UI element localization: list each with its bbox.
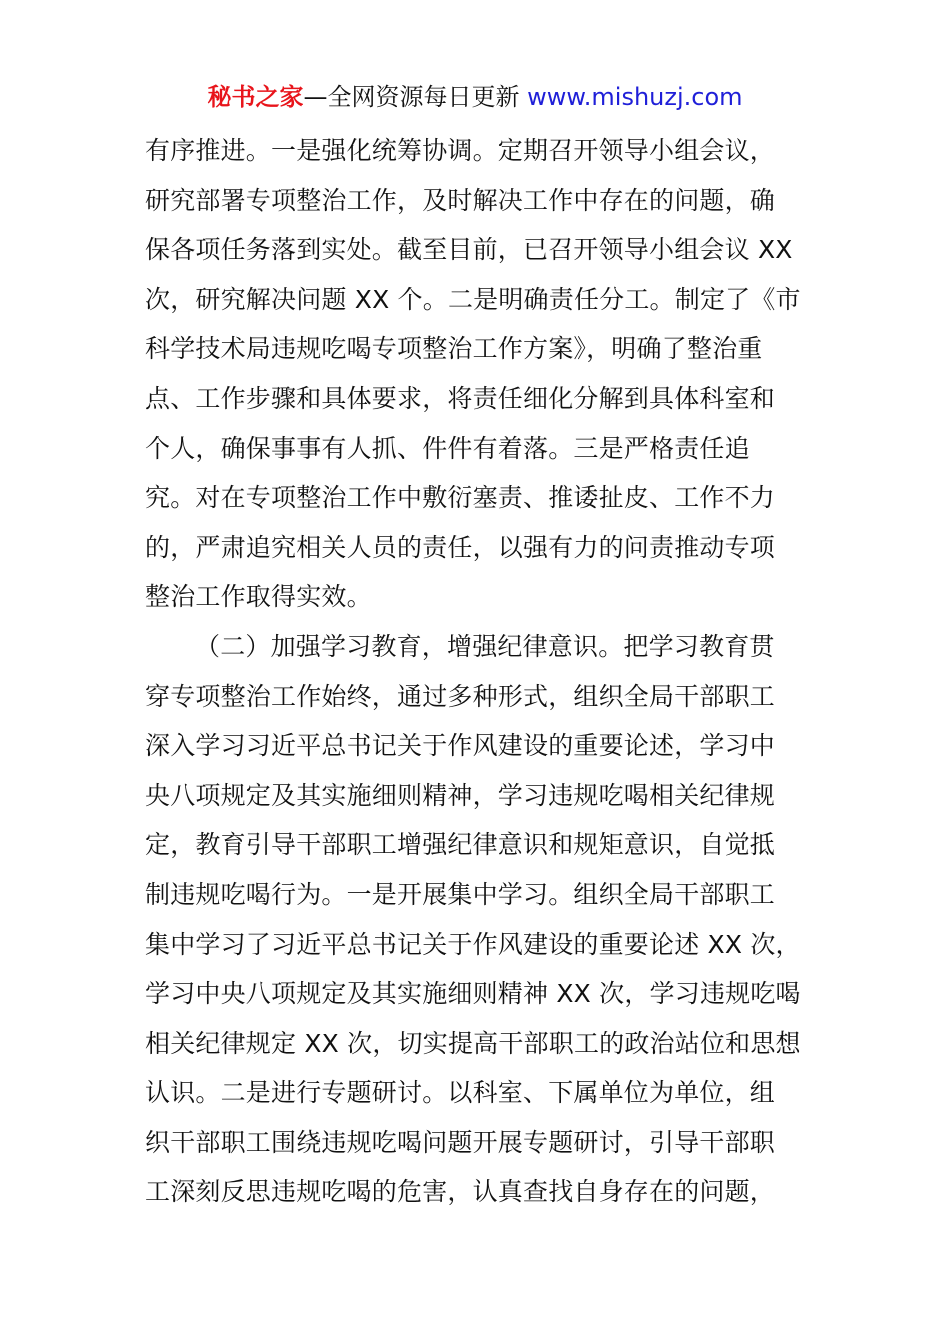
text-line: 工深刻反思违规吃喝的危害，认真查找自身存在的问题， [145, 1177, 776, 1207]
text-line: 次，研究解决问题 XX 个。二是明确责任分工。制定了《市 [145, 284, 801, 314]
text-line: 有序推进。一是强化统筹协调。定期召开领导小组会议， [145, 136, 776, 165]
text-line: 究。对在专项整治工作中敷衍塞责、推诿扯皮、工作不力 [145, 483, 776, 513]
text-line: 科学技术局违规吃喝专项整治工作方案》，明确了整治重 [145, 334, 763, 364]
text-line: 穿专项整治工作始终，通过多种形式，组织全局干部职工 [145, 681, 776, 711]
text-line: 定，教育引导干部职工增强纪律意识和规矩意识，自觉抵 [145, 830, 776, 860]
section-heading-line: （二）加强学习教育，增强纪律意识。把学习教育贯 [195, 631, 775, 661]
text-line: 央八项规定及其实施细则精神，学习违规吃喝相关纪律规 [145, 780, 776, 810]
text-line: 制违规吃喝行为。一是开展集中学习。组织全局干部职工 [145, 879, 776, 909]
text-line: 深入学习习近平总书记关于作风建设的重要论述，学习中 [145, 731, 776, 761]
text-line: 学习中央八项规定及其实施细则精神 XX 次，学习违规吃喝 [145, 979, 801, 1009]
text-line: 个人，确保事事有人抓、件件有着落。三是严格责任追 [145, 433, 750, 463]
text-line: 的，严肃追究相关人员的责任，以强有力的问责推动专项 [145, 532, 776, 562]
text-line: 点、工作步骤和具体要求，将责任细化分解到具体科室和 [145, 383, 776, 413]
site-url-link[interactable]: www.mishuzj.com [527, 83, 743, 111]
site-tagline: —全网资源每日更新 [303, 83, 520, 111]
text-line: 保各项任务落到实处。截至目前，已召开领导小组会议 XX [145, 235, 793, 265]
document-body [145, 126, 815, 1217]
text-line: 整治工作取得实效。 [145, 582, 372, 612]
text-line: 集中学习了习近平总书记关于作风建设的重要论述 XX 次， [145, 929, 801, 959]
text-line: 研究部署专项整治工作，及时解决工作中存在的问题，确 [145, 185, 776, 215]
text-line: 相关纪律规定 XX 次，切实提高干部职工的政治站位和思想 [145, 1028, 801, 1058]
text-line: 认识。二是进行专题研讨。以科室、下属单位为单位，组 [145, 1078, 776, 1108]
site-header [0, 80, 950, 114]
site-brand: 秘书之家 [207, 83, 304, 111]
text-line: 织干部职工围绕违规吃喝问题开展专题研讨，引导干部职 [145, 1127, 776, 1157]
